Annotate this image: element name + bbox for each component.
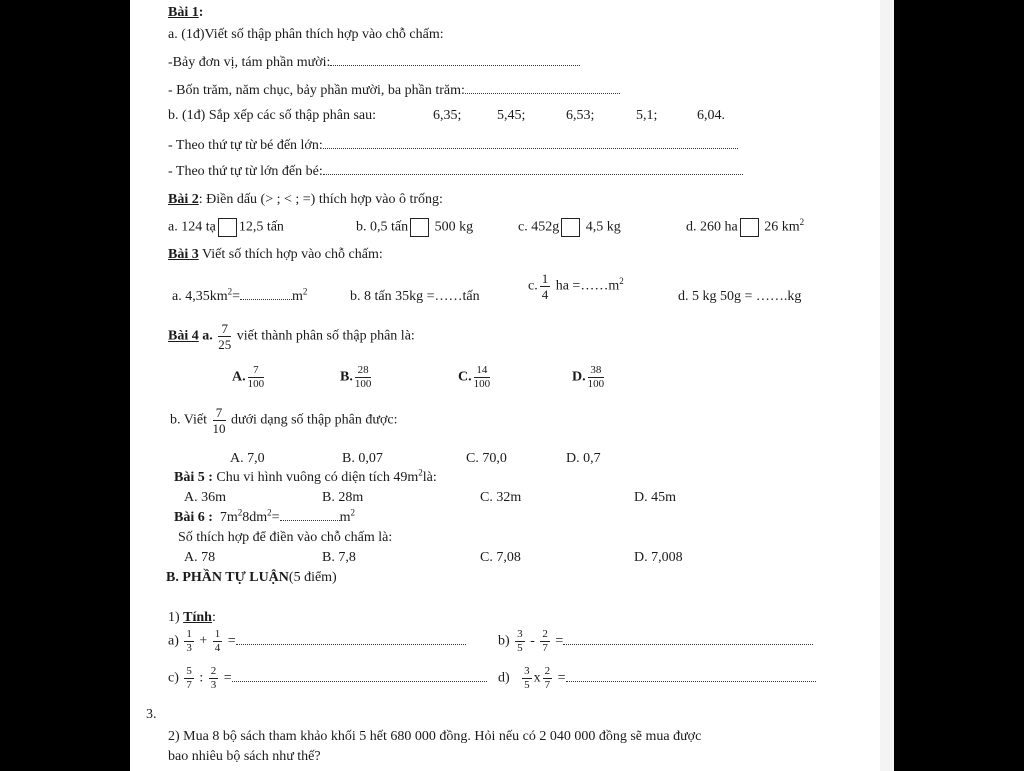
bai6-opt-c: C. 7,08 <box>480 550 521 565</box>
bai4-heading: Bài 4 a. $\frac{7}{25}$ viết thành phân số thập phân là: <box>168 321 415 352</box>
tinh-heading: 1) Tính: <box>168 610 216 625</box>
bai3-a: a. $4,35km^2= m^2$ <box>172 286 308 304</box>
bai5-opt-d: D. 45m <box>634 490 676 505</box>
bai1-b2: - Theo thứ tự từ lớn đến bé: <box>168 163 743 181</box>
bai1-b1: - Theo thứ tự từ bé đến lớn: <box>168 137 738 155</box>
problem-2-line1: 2) Mua 8 bộ sách tham khảo khối 5 hết 680 000 đồng. Hỏi nếu có 2 040 000 đồng sẽ mua được <box>168 729 702 744</box>
bai5-opt-a: A. 36m <box>184 490 226 505</box>
bai2-heading: Bài 2: Điền dấu (> ; < ; =) thích hợp vào ô trống: <box>168 192 443 207</box>
bai1-heading: Bài 1: <box>168 5 204 20</box>
tinh-c: c) $\frac{5}{7}$ : $\frac{2}{3}$ = <box>168 666 487 691</box>
bai4-b-opt-a: A. 7,0 <box>230 451 265 466</box>
bai1-a-text: a. (1đ)Viết số thập phân thích hợp vào chỗ chấm: <box>168 27 444 42</box>
tinh-b: b) $\frac{3}{5}$ - $\frac{2}{7}$ = <box>498 629 813 654</box>
bai1-num-1: 6,35; <box>433 108 462 123</box>
part-b-heading: B. PHẦN TỰ LUẬN(5 điểm) <box>166 570 337 585</box>
bai3-heading: Bài 3 Viết số thích hợp vào chỗ chấm: <box>168 247 383 262</box>
bai6-text: Số thích hợp để điền vào chỗ chấm là: <box>178 530 393 545</box>
bai1-b-text: b. (1đ) Sắp xếp các số thập phân sau: <box>168 108 376 123</box>
bai4-b: b. Viết $\frac{7}{10}$ dưới dạng số thập phân được: <box>170 405 398 436</box>
bai3-d: d. 5 kg 50g = …….kg <box>678 289 802 304</box>
bai2-row: a. 124 tạ 12,5 tấn <box>168 218 284 237</box>
bai2-b: b. 0,5 tấn 500 kg <box>356 218 473 237</box>
tinh-d: d) $\frac{3}{5}$ x $\frac{2}{7}$ = <box>498 666 816 691</box>
question-3-number: 3. <box>146 707 157 722</box>
tinh-a: a) $\frac{1}{3}$ + $\frac{1}{4}$ = <box>168 629 466 654</box>
bai4-b-opt-c: C. 70,0 <box>466 451 507 466</box>
bai3-c: c. $\frac{1}{4}$ ha $=\dots\dots m^2$ <box>528 271 624 302</box>
bai2-d: d. 260 ha 26 $km^2$ <box>686 218 804 237</box>
bai1-num-4: 5,1; <box>636 108 658 123</box>
bai1-a1: -Bảy đơn vị, tám phần mười: <box>168 54 580 72</box>
bai1-num-5: 6,04. <box>697 108 725 123</box>
bai6-opt-b: B. 7,8 <box>322 550 356 565</box>
bai4-opt-c: C. $\frac{14}{100}$ <box>458 364 491 390</box>
bai2-c-box[interactable] <box>561 218 580 237</box>
bai4-b-opt-b: B. 0,07 <box>342 451 383 466</box>
bai4-b-opt-d: D. 0,7 <box>566 451 601 466</box>
bai5-opt-b: B. 28m <box>322 490 364 505</box>
bai6-heading: Bài 6 : $7m^28dm^2= m^2$ <box>174 507 355 525</box>
bai5-opt-c: C. 32m <box>480 490 522 505</box>
problem-2-line2: bao nhiêu bộ sách như thế? <box>168 749 321 764</box>
bai4-opt-a: A. $\frac{7}{100}$ <box>232 364 265 390</box>
bai4-opt-d: D. $\frac{38}{100}$ <box>572 364 605 390</box>
bai1-num-3: 6,53; <box>566 108 595 123</box>
bai5-heading: Bài 5 : Chu vi hình vuông có diện tích $49m^2là$: <box>174 467 437 485</box>
bai2-b-box[interactable] <box>410 218 429 237</box>
bai1-num-2: 5,45; <box>497 108 526 123</box>
bai1-a2: - Bốn trăm, năm chục, bảy phần mười, ba phần trăm: <box>168 82 620 100</box>
bai6-opt-a: A. 78 <box>184 550 216 565</box>
bai3-b: b. 8 tấn 35kg =……tấn <box>350 289 480 304</box>
bai4-opt-b: B. $\frac{28}{100}$ <box>340 364 372 390</box>
bai6-opt-d: D. 7,008 <box>634 550 683 565</box>
page-edge <box>880 0 894 771</box>
bai2-c: c. 452g 4,5 kg <box>518 218 621 237</box>
bai2-d-box[interactable] <box>740 218 759 237</box>
bai2-a-box[interactable] <box>218 218 237 237</box>
